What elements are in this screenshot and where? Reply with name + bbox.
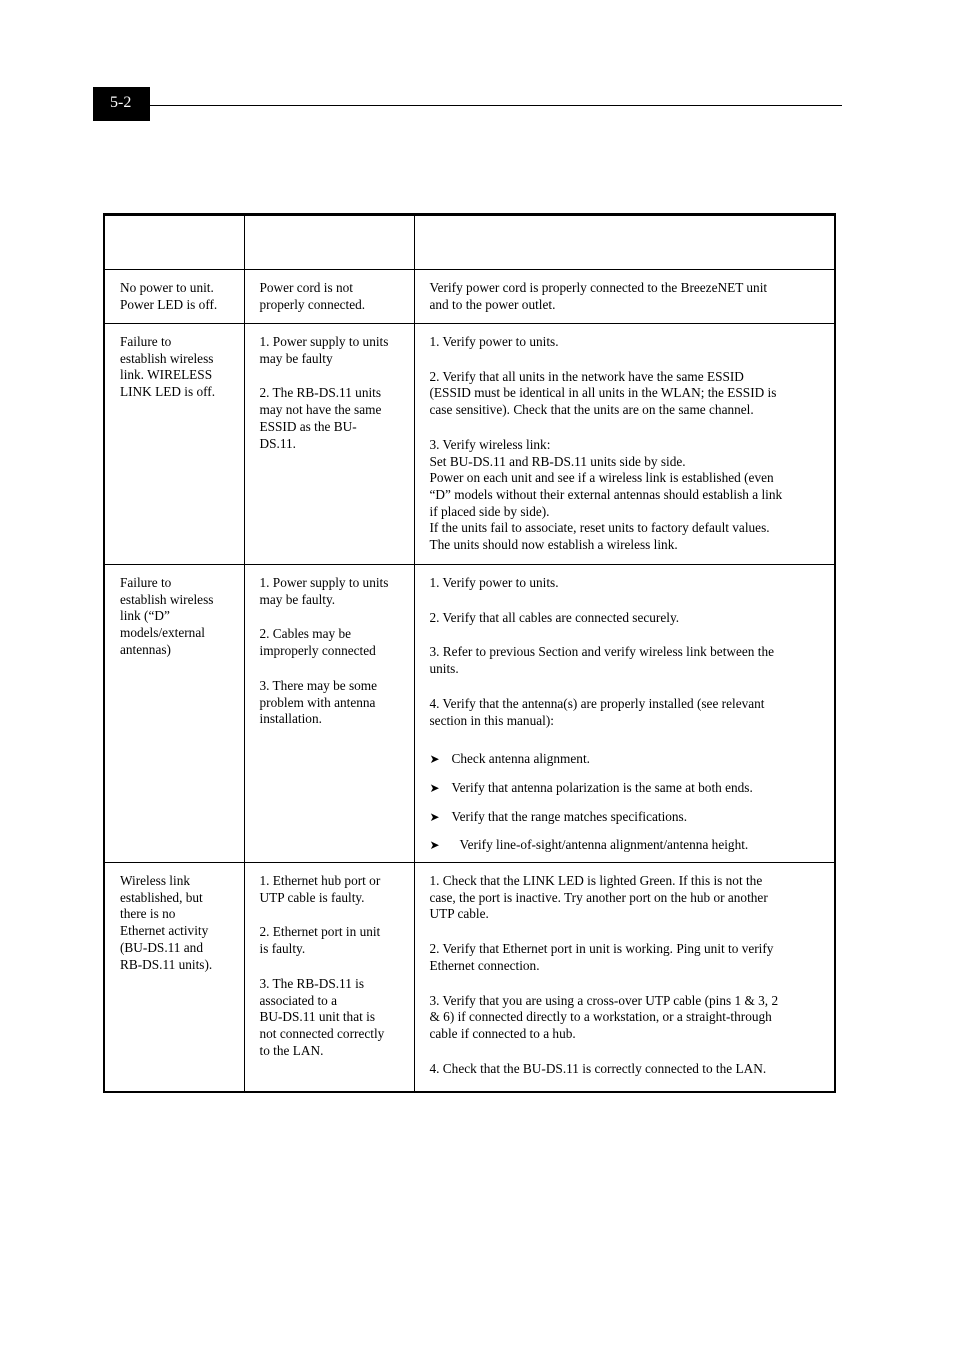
bullet-item bbox=[430, 751, 827, 768]
action-text: Verify power cord is properly connected to the BreezeNET unit and to the power outlet. bbox=[429, 280, 768, 312]
problem-text: Failure to establish wireless link. WIRELESS LINK LED is off. bbox=[120, 334, 216, 400]
header-cell-cause bbox=[244, 215, 414, 270]
arrow-bullet-icon: ➤ bbox=[429, 780, 440, 795]
action-text: 4. Verify that the antenna(s) are properly installed (see relevant section in this manual): bbox=[429, 695, 765, 728]
cause-text: 3. There may be some problem with antenna installation. bbox=[259, 677, 378, 727]
bullet-text: Verify that antenna polarization is the same at both ends. bbox=[451, 779, 753, 795]
header-rule bbox=[150, 105, 842, 106]
table-row bbox=[104, 324, 835, 565]
cause-text: 2. The RB-DS.11 units may not have the same ESSID as the BU- DS.11. bbox=[259, 385, 382, 451]
table-header-row bbox=[104, 215, 835, 270]
action-text: 1. Check that the LINK LED is lighted Green. If this is not the case, the port is inactive. Try another port on the hub or another UTP cable. bbox=[429, 873, 768, 922]
table-row bbox=[104, 270, 835, 324]
bullet-item bbox=[430, 780, 827, 797]
problem-text: Wireless link established, but there is no Ethernet activity (BU-DS.11 and RB-DS.11 units). bbox=[120, 873, 213, 972]
action-text: 2. Verify that all cables are connected securely. bbox=[429, 609, 680, 625]
action-text: 1. Verify power to units. bbox=[429, 575, 559, 590]
action-text: 2. Verify that all units in the network have the same ESSID (ESSID must be identical in all units in the WLAN; the ESSID is case sensitive). Check that the units are on the same channel. bbox=[429, 368, 777, 418]
problem-text: Failure to establish wireless link (“D” models/external antennas) bbox=[120, 575, 214, 657]
arrow-bullet-icon: ➤ bbox=[429, 809, 440, 824]
bullet-text: Verify that the range matches specifications. bbox=[451, 808, 688, 824]
cause-text: 3. The RB-DS.11 is associated to a BU-DS.11 unit that is not connected correctly to the LAN. bbox=[259, 975, 385, 1058]
troubleshooting-table bbox=[103, 213, 836, 1093]
cause-text: 1. Ethernet hub port or UTP cable is faulty. bbox=[259, 873, 381, 905]
cause-text: 2. Cables may be improperly connected bbox=[259, 626, 376, 659]
action-text: 3. Verify that you are using a cross-over UTP cable (pins 1 & 3, 2 & 6) if connected directly to a workstation, or a straight-through cable if connected to a hub. bbox=[429, 992, 779, 1041]
cause-text: 1. Power supply to units may be faulty bbox=[259, 334, 389, 366]
bullet-text: Check antenna alignment. bbox=[451, 751, 590, 767]
bullet-item bbox=[430, 837, 827, 854]
problem-text: No power to unit. Power LED is off. bbox=[120, 280, 218, 312]
bullet-text: Verify line-of-sight/antenna alignment/antenna height. bbox=[459, 837, 749, 853]
cause-text: 1. Power supply to units may be faulty. bbox=[259, 575, 389, 607]
bullet-item bbox=[430, 809, 827, 826]
page-number: 5-2 bbox=[93, 87, 150, 121]
cause-text: Power cord is not properly connected. bbox=[259, 280, 366, 312]
action-text: 3. Refer to previous Section and verify wireless link between the units. bbox=[429, 644, 775, 677]
action-text: 2. Verify that Ethernet port in unit is working. Ping unit to verify Ethernet connection. bbox=[429, 941, 774, 973]
header-cell-problem bbox=[104, 215, 244, 270]
action-text: 3. Verify wireless link: Set BU-DS.11 and RB-DS.11 units side by side. Power on each unit and see if a wireless link is established (even “D” models without their external antennas should establish a link if placed side by side). If the units fail to associate, reset units to factory default values. The units should now establish a wireless link. bbox=[429, 436, 783, 553]
action-text: 4. Check that the BU-DS.11 is correctly connected to the LAN. bbox=[429, 1060, 767, 1076]
action-text: 1. Verify power to units. bbox=[429, 334, 559, 349]
arrow-bullet-icon: ➤ bbox=[429, 752, 440, 767]
table-row bbox=[104, 863, 835, 1092]
header-cell-action bbox=[414, 215, 835, 270]
arrow-bullet-icon: ➤ bbox=[429, 838, 440, 853]
cause-text: 2. Ethernet port in unit is faulty. bbox=[259, 924, 381, 957]
table-row bbox=[104, 565, 835, 863]
